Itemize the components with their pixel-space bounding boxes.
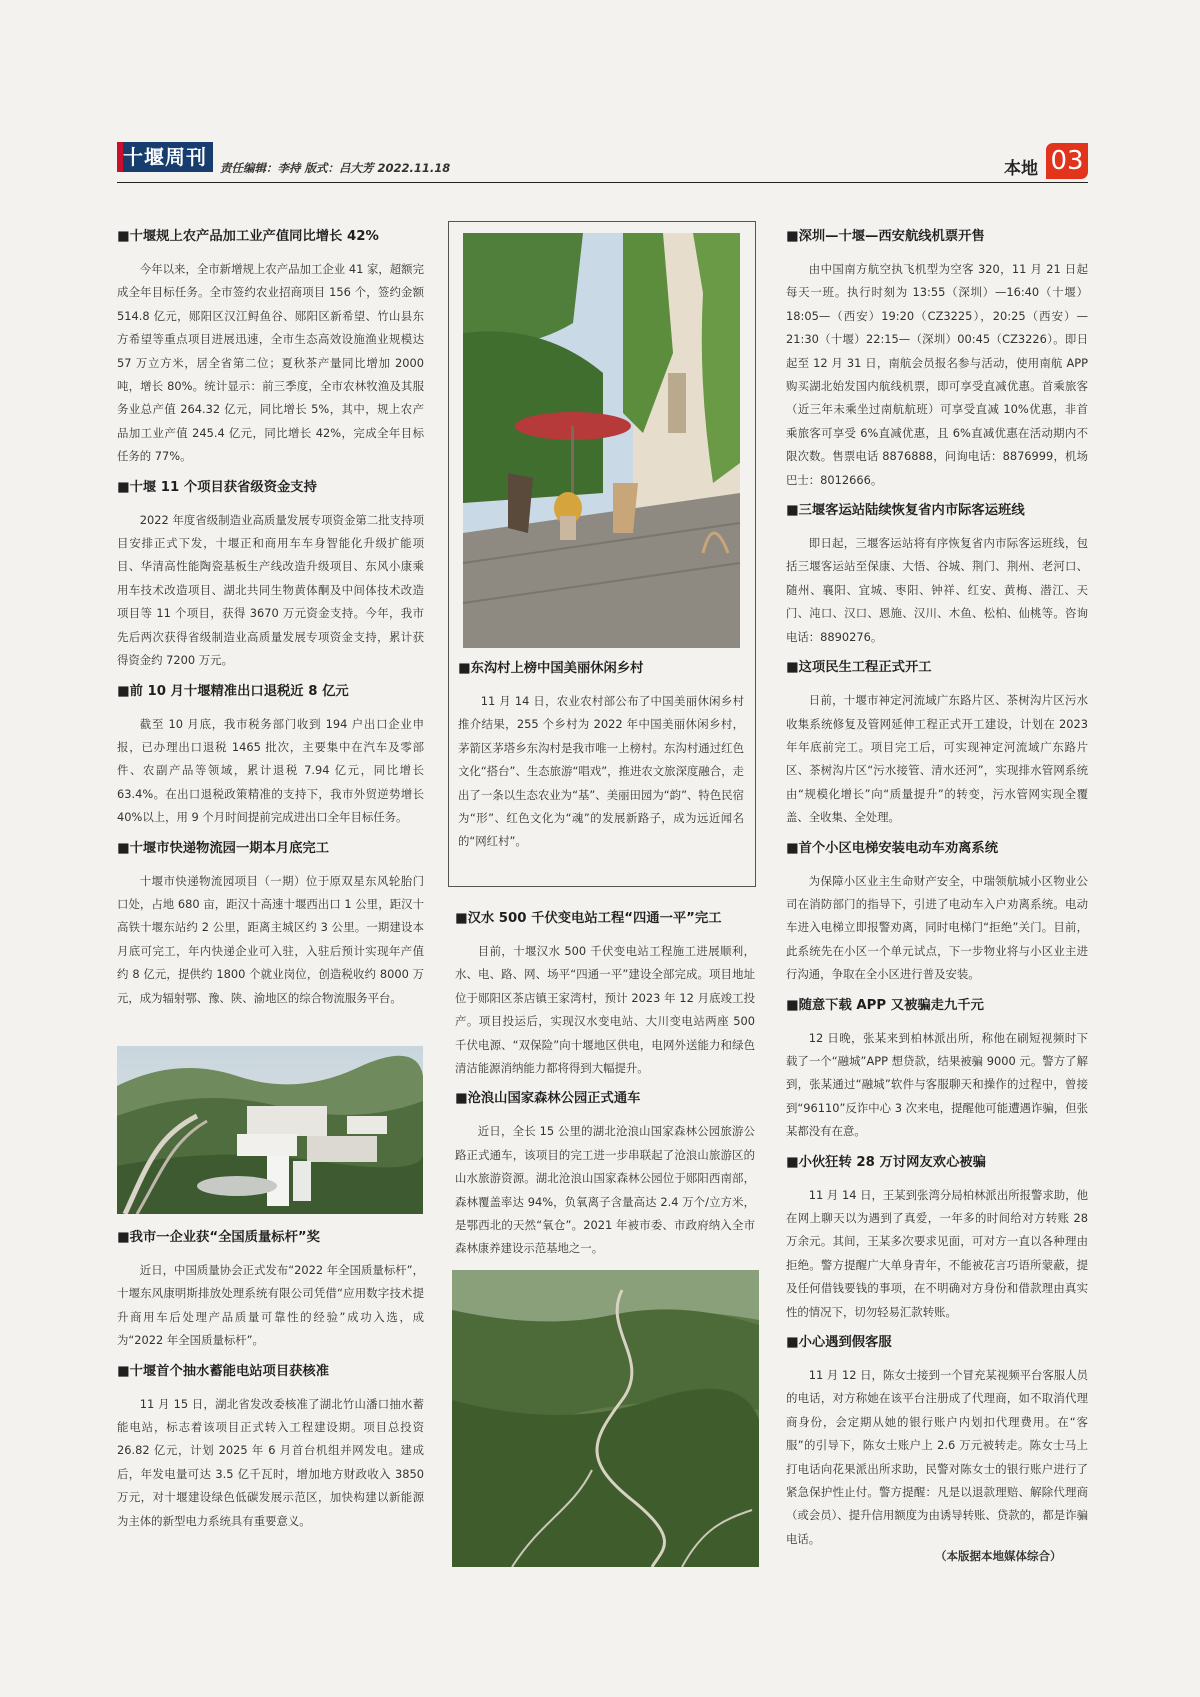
article-headline: ■沧浪山国家森林公园正式通车 [455,1091,641,1107]
article-body: 12 日晚，张某来到柏林派出所，称他在刷短视频时下载了一个“融城”APP 想贷款，结果被骗 9000 元。警方了解到，张某通过“融城”软件与客服聊天和操作的过程中，曾接到“96110”反诈中心 3 次来电，提醒他可能遭遇诈骗，但张某都没有在意。 [786,1030,1088,1139]
article [117,1363,424,1533]
article-body: 近日，中国质量协会正式发布“2022 年全国质量标杆”，十堰东风康明斯排放处理系统有限公司凭借“应用数字技术提升商用车后处理产品质量可靠性的经验”成功入选，成为“2022 年全国质量标杆”。 [117,1263,424,1348]
article [786,659,1088,829]
article-headline: ■小伙狂转 28 万讨网友欢心被骗 [786,1154,986,1170]
article [117,479,424,673]
article-body: 截至 10 月底，我市税务部门收到 194 户出口企业申报，已办理出口退税 1465 批次，主要集中在汽车及零部件、农副产品等领域，累计退税 7.94 亿元，同比增长 63.4%。在出口退税政策精准的支持下，我市外贸逆势增长 40%以上，用 9 个月时间提前完成进出口全年目标任务。 [117,716,424,825]
article-body: 为保障小区业主生命财产安全，中瑞领航城小区物业公司在消防部门的指导下，引进了电动车入户劝离系统。电动车进入电梯立即报警劝离，同时电梯门“拒绝”关门。目前，此系统先在小区一个单元试点，下一步物业将与小区业主进行沟通，争取在全小区进行普及安装。 [786,873,1088,982]
column-2 [455,910,755,1271]
article-headline: ■小心遇到假客服 [786,1335,892,1351]
article [786,1154,1088,1324]
article-headline: ■十堰规上农产品加工业产值同比增长 42% [117,229,379,244]
forest-park-photo [452,1270,759,1567]
feature-article [458,660,744,854]
article-headline: ■东沟村上榜中国美丽休闲乡村 [458,661,644,676]
article [117,1229,424,1353]
article-headline: ■首个小区电梯安装电动车劝离系统 [786,840,999,856]
article-body: 目前，十堰汉水 500 千伏变电站工程施工进展顺利，水、电、路、网、场平“四通一平”建设全部完成。项目地址位于郧阳区茶店镇王家湾村，预计 2023 年 12 月底竣工投产。项目投运后，实现汉水变电站、大川变电站两座 500 千伏电源、“双保险”向十堰地区供电，电网外送能力和绿色清洁能源消纳能力都将得到大幅提升。 [455,944,755,1076]
article-headline: ■我市一企业获“全国质量标杆”奖 [117,1230,320,1245]
article-body: 11 月 14 日，农业农村部公布了中国美丽休闲乡村推介结果，255 个乡村为 2022 年中国美丽休闲乡村，茅箭区茅塔乡东沟村是我市唯一上榜村。东沟村通过红色文化“搭台”、生态旅游“唱戏”，推进农文旅深度融合，走出了一条以生态农业为“基”、美丽田园为“韵”、特色民宿为“形”、红色文化为“魂”的发展新路子，成为远近闻名的“网红村”。 [458,694,744,849]
article-body: 即日起，三堰客运站将有序恢复省内市际客运班线，包括三堰客运站至保康、大悟、谷城、荆门、荆州、老河口、随州、襄阳、宜城、枣阳、钟祥、红安、黄梅、潜江、天门、沌口、汉口、恩施、汉川、木鱼、松柏、仙桃等。咨询电话：8890276。 [786,536,1088,644]
logo-text: 十堰周刊 [123,145,207,169]
article-headline: ■这项民生工程正式开工 [786,660,932,676]
article [786,502,1088,649]
masthead-logo [117,142,213,172]
article [786,228,1088,492]
article-headline: ■十堰市快递物流园一期本月底完工 [117,840,330,856]
masthead-meta: 责任编辑：李持 版式：吕大芳 2022.11.18 [220,161,451,175]
article-headline: ■前 10 月十堰精准出口退税近 8 亿元 [117,683,349,699]
article-headline: ■汉水 500 千伏变电站工程“四通一平”完工 [455,911,722,926]
logo-stripe [117,142,123,172]
article-body: 11 月 12 日，陈女士接到一个冒充某视频平台客服人员的电话，对方称她在该平台注册成了代理商，如不取消代理商身份，会定期从她的银行账户内划扣代理费用。在“客服”的引导下，陈女士账户上 2.6 万元被转走。陈女士马上打电话向花果派出所求助，民警对陈女士的银行账户进行了紧急保护性止付。警方提醒：凡是以退款理赔、解除代理商（或会员）、提升信用额度为由诱导转账、贷款的，都是诈骗电话。 [786,1368,1088,1546]
article-body: 由中国南方航空执飞机型为空客 320，11 月 21 日起每天一班。执行时刻为 13:55（深圳）—16:40（十堰）18:05—（西安）19:20（CZ3225），20:25（西安）—21:30（十堰）22:15—（深圳）00:45（CZ3226）。即日起至 12 月 31 日，南航会员报名参与活动，使用南航 APP 购买湖北始发国内航线机票，即可享受直减优惠。首乘旅客（近三年未乘坐过南航航班）可享受直减 10%优惠，非首乘旅客可享受 6%直减优惠，且 6%直减优惠在活动期内不限次数。售票电话 8876888，问询电话：8876999，机场巴士：8012666。 [786,262,1088,487]
article-headline: ■随意下载 APP 又被骗走九千元 [786,997,984,1013]
article-body: 近日，全长 15 公里的湖北沧浪山国家森林公园旅游公路正式通车，该项目的完工进一步串联起了沧浪山旅游区的山水旅游资源。湖北沧浪山国家森林公园位于郧阳西南部，森林覆盖率达 94%，负氧离子含量高达 2.4 万个/立方米，是鄂西北的天然“氧仓”。2021 年被市委、市政府纳入全市森林康养建设示范基地之一。 [455,1124,755,1256]
column-1 [117,228,424,1020]
article-body: 今年以来，全市新增规上农产品加工企业 41 家，超额完成全年目标任务。全市签约农业招商项目 156 个，签约金额 514.8 亿元，郧阳区汉江鲟鱼谷、郧阳区新希望、竹山县东方希望等重点项目进展迅速，全市生态高效设施渔业规模达 57 万立方米，居全省第二位；夏秋茶产量同比增加 2000 吨，增长 80%。统计显示：前三季度，全市农林牧渔及其服务业总产值 264.32 亿元，同比增长 5%，其中，规上农产品加工业产值 245.4 亿元，同比增长 42%，完成全年目标任务的 77%。 [117,262,424,464]
article-body: 十堰市快递物流园项目（一期）位于原双星东风轮胎门口处，占地 680 亩，距汉十高速十堰西出口 1 公里，距汉十高铁十堰东站约 2 公里，距离主城区约 3 公里。一期建设本月底可完工，年内快递企业可入驻，入驻后预计实现年产值约 8 亿元，提供约 1800 个就业岗位，创造税收约 8000 万元，成为辐射鄂、豫、陕、渝地区的综合物流服务平台。 [117,873,424,1005]
article [455,1090,755,1260]
article [117,683,424,830]
article-headline: ■深圳—十堰—西安航线机票开售 [786,229,985,244]
article [786,1334,1088,1551]
logistics-park-photo [117,1046,423,1214]
article-headline: ■三堰客运站陆续恢复省内市际客运班线 [786,503,1025,519]
header-rule [117,182,1088,183]
column-1-lower [117,1229,424,1543]
article [455,910,755,1080]
article-headline: ■十堰首个抽水蓄能电站项目获核准 [117,1363,330,1379]
article-body: 日前，十堰市神定河流域广东路片区、茶树沟片区污水收集系统修复及管网延伸工程正式开工建设，计划在 2023 年年底前完工。项目完工后，可实现神定河流域广东路片区、茶树沟片区“污水接管、清水还河”，实现排水管网系统由“规模化增长”向“质量提升”的转变，污水管网实现全覆盖、全收集、全处理。 [786,693,1088,825]
article-body: 2022 年度省级制造业高质量发展专项资金第二批支持项目安排正式下发，十堰正和商用车车身智能化升级扩能项目、华清高性能陶瓷基板生产线改造升级项目、东风小康乘用车技术改造项目、湖北共同生物黄体酮及中间体技术改造项目等 11 个项目，获得 3670 万元资金支持。今年，我市先后两次获得省级制造业高质量发展专项资金支持，累计获得资金约 7200 万元。 [117,512,424,668]
section-name: 本地 [1004,159,1038,179]
article [117,840,424,1010]
article [786,840,1088,987]
article-body: 11 月 14 日，王某到张湾分局柏林派出所报警求助，他在网上聊天以为遇到了真爱，一年多的时间给对方转账 28 万余元。其间，王某多次要求见面，可对方一直以各种理由拒绝。警方提醒广大单身青年，不能被花言巧语所蒙蔽，提及任何借钱要钱的事项，在不明确对方身份和借款理由真实性的情况下，切勿轻易汇款转账。 [786,1187,1088,1319]
column-3 [786,228,1088,1561]
village-photo [463,233,740,648]
source-credit: （本版据本地媒体综合） [935,1549,1062,1563]
article-body: 11 月 15 日，湖北省发改委核准了湖北竹山潘口抽水蓄能电站，标志着该项目正式转入工程建设期。项目总投资 26.82 亿元，计划 2025 年 6 月首台机组并网发电。建成后，年发电量可达 3.5 亿千瓦时，增加地方财政收入 3850 万元，对十堰建设绿色低碳发展示范区，加快构建以新能源为主体的新型电力系统具有重要意义。 [117,1396,424,1528]
page-number-badge: 03 [1046,143,1088,179]
article-headline: ■十堰 11 个项目获省级资金支持 [117,479,317,495]
article [117,228,424,469]
article [786,997,1088,1144]
